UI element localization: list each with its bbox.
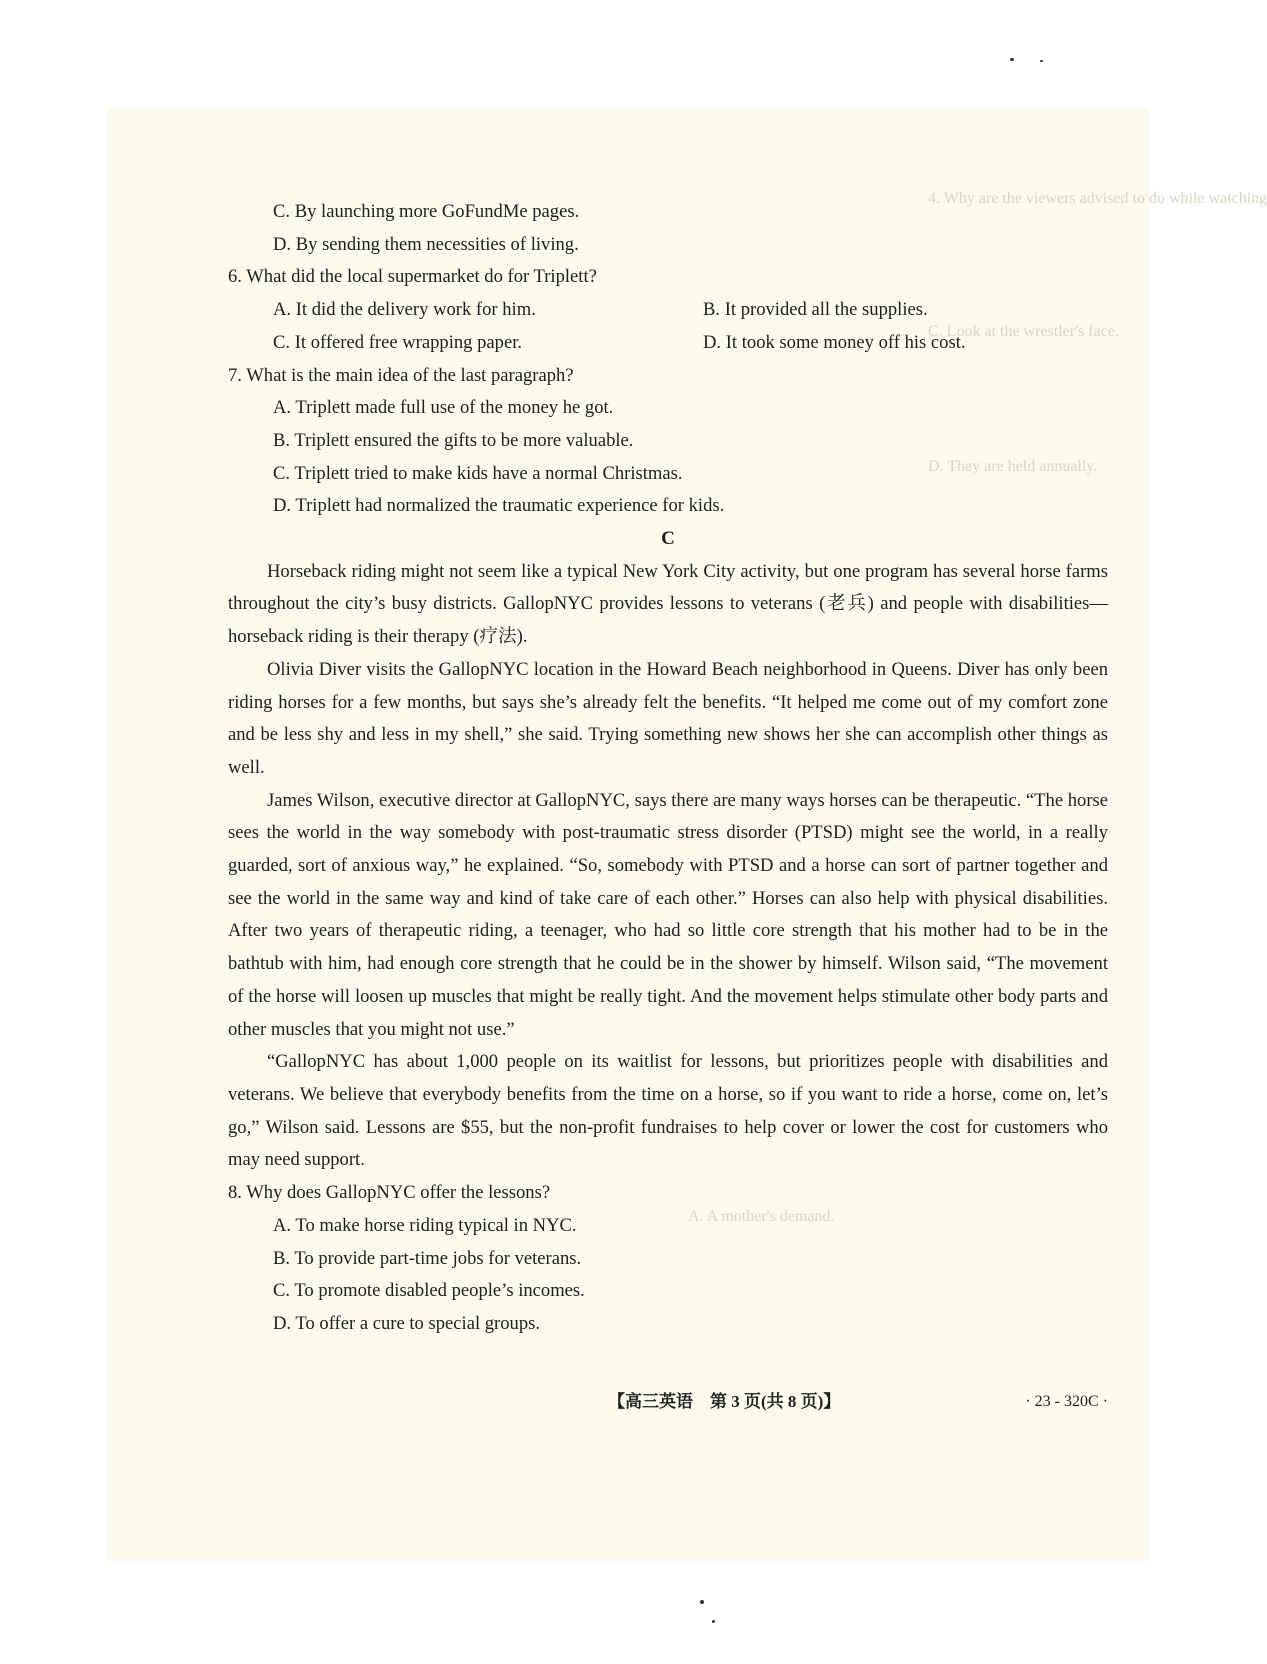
passage-paragraph-4: “GallopNYC has about 1,000 people on its waitlist for lessons, but prioritizes people with disabilities and veterans. We believe that everybody benefits from the time on a horse, so if you want to ride a horse, come on, let’s go,” Wilson said. Lessons are $55, but the non-profit fundraises to help cover or lower the cost for customers who may need support. <box>228 1051 1108 1171</box>
option-c-q7: C. Triplett tried to make kids have a normal Christmas. <box>273 462 683 484</box>
scan-speck <box>700 1600 704 1604</box>
option-c-q6: C. It offered free wrapping paper. <box>273 331 523 353</box>
passage-paragraph-1: Horseback riding might not seem like a typical New York City activity, but one program has several horse farms throughout the city’s busy districts. GallopNYC provides lessons to veterans (老兵) and people with disabilities—horseback riding is their therapy (疗法). <box>228 560 1108 648</box>
question-6: 6. What did the local supermarket do for Triplett? <box>228 266 597 288</box>
scan-speck <box>712 1620 715 1623</box>
scan-speck <box>1040 60 1043 62</box>
question-6-options-cd <box>228 327 1108 360</box>
passage-paragraph-3: James Wilson, executive director at GallopNYC, says there are many ways horses can be therapeutic. “The horse sees the world in the way somebody with post-traumatic stress disorder (PTSD) might see the world, in a really guarded, sort of anxious way,” he explained. “So, somebody with PTSD and a horse can sort of partner together and see the world in the same way and kind of take care of each other.” Horses can also help with physical disabilities. After two years of therapeutic riding, a teenager, who had so little core strength that his mother had to be in the bathtub with him, had enough core strength that he could be in the shower by himself. Wilson said, “The movement of the horse will loosen up muscles that might be really tight. And the movement helps stimulate other body parts and other muscles that you might not use.” <box>228 789 1109 1040</box>
page-content <box>228 108 1109 1411</box>
exam-page <box>108 108 1267 1560</box>
passage-paragraph-2: Olivia Diver visits the GallopNYC location in the Howard Beach neighborhood in Queens. Diver has only been riding horses for a few months, but says she’s already felt the benefits. “It helped me come out of my comfort zone and be less shy and less in my shell,” she said. Trying something new shows her she can accomplish other things as well. <box>228 658 1108 778</box>
scan-speck <box>1010 58 1014 61</box>
option-d-q6: D. It took some money off his cost. <box>703 331 966 353</box>
option-d-q7: D. Triplett had normalized the traumatic experience for kids. <box>273 495 725 517</box>
footer-exam-code: · 23 - 320C · <box>1025 1393 1108 1410</box>
question-7: 7. What is the main idea of the last paragraph? <box>228 364 574 386</box>
bleed-through-text: C. Look at the wrestler's face. <box>928 323 1119 340</box>
option-d-q5: D. By sending them necessities of living. <box>273 233 579 255</box>
option-a-q7: A. Triplett made full use of the money he got. <box>273 397 614 419</box>
option-c-q5: C. By launching more GoFundMe pages. <box>273 201 580 222</box>
bleed-through-text: D. They are held annually. <box>928 458 1098 475</box>
option-c-q8: C. To promote disabled people’s incomes. <box>273 1280 585 1302</box>
bleed-through-text: A. A mother's demand. <box>688 1208 835 1225</box>
bleed-through-text: 4. Why are the viewers advised to do while watching <box>928 190 1267 207</box>
option-b-q6: B. It provided all the supplies. <box>703 299 928 321</box>
section-heading-c: C <box>661 528 675 550</box>
question-8: 8. Why does GallopNYC offer the lessons? <box>228 1182 551 1204</box>
option-d-q8: D. To offer a cure to special groups. <box>273 1312 541 1334</box>
option-a-q8: A. To make horse riding typical in NYC. <box>273 1214 577 1236</box>
page-footer <box>228 1386 1108 1419</box>
option-b-q8: B. To provide part-time jobs for veterans. <box>273 1247 582 1269</box>
question-6-options-ab <box>228 294 1108 327</box>
footer-page-label: 【高三英语 第 3 页(共 8 页)】 <box>608 1392 841 1411</box>
option-b-q7: B. Triplett ensured the gifts to be more valuable. <box>273 429 634 451</box>
option-a-q6: A. It did the delivery work for him. <box>273 299 536 321</box>
